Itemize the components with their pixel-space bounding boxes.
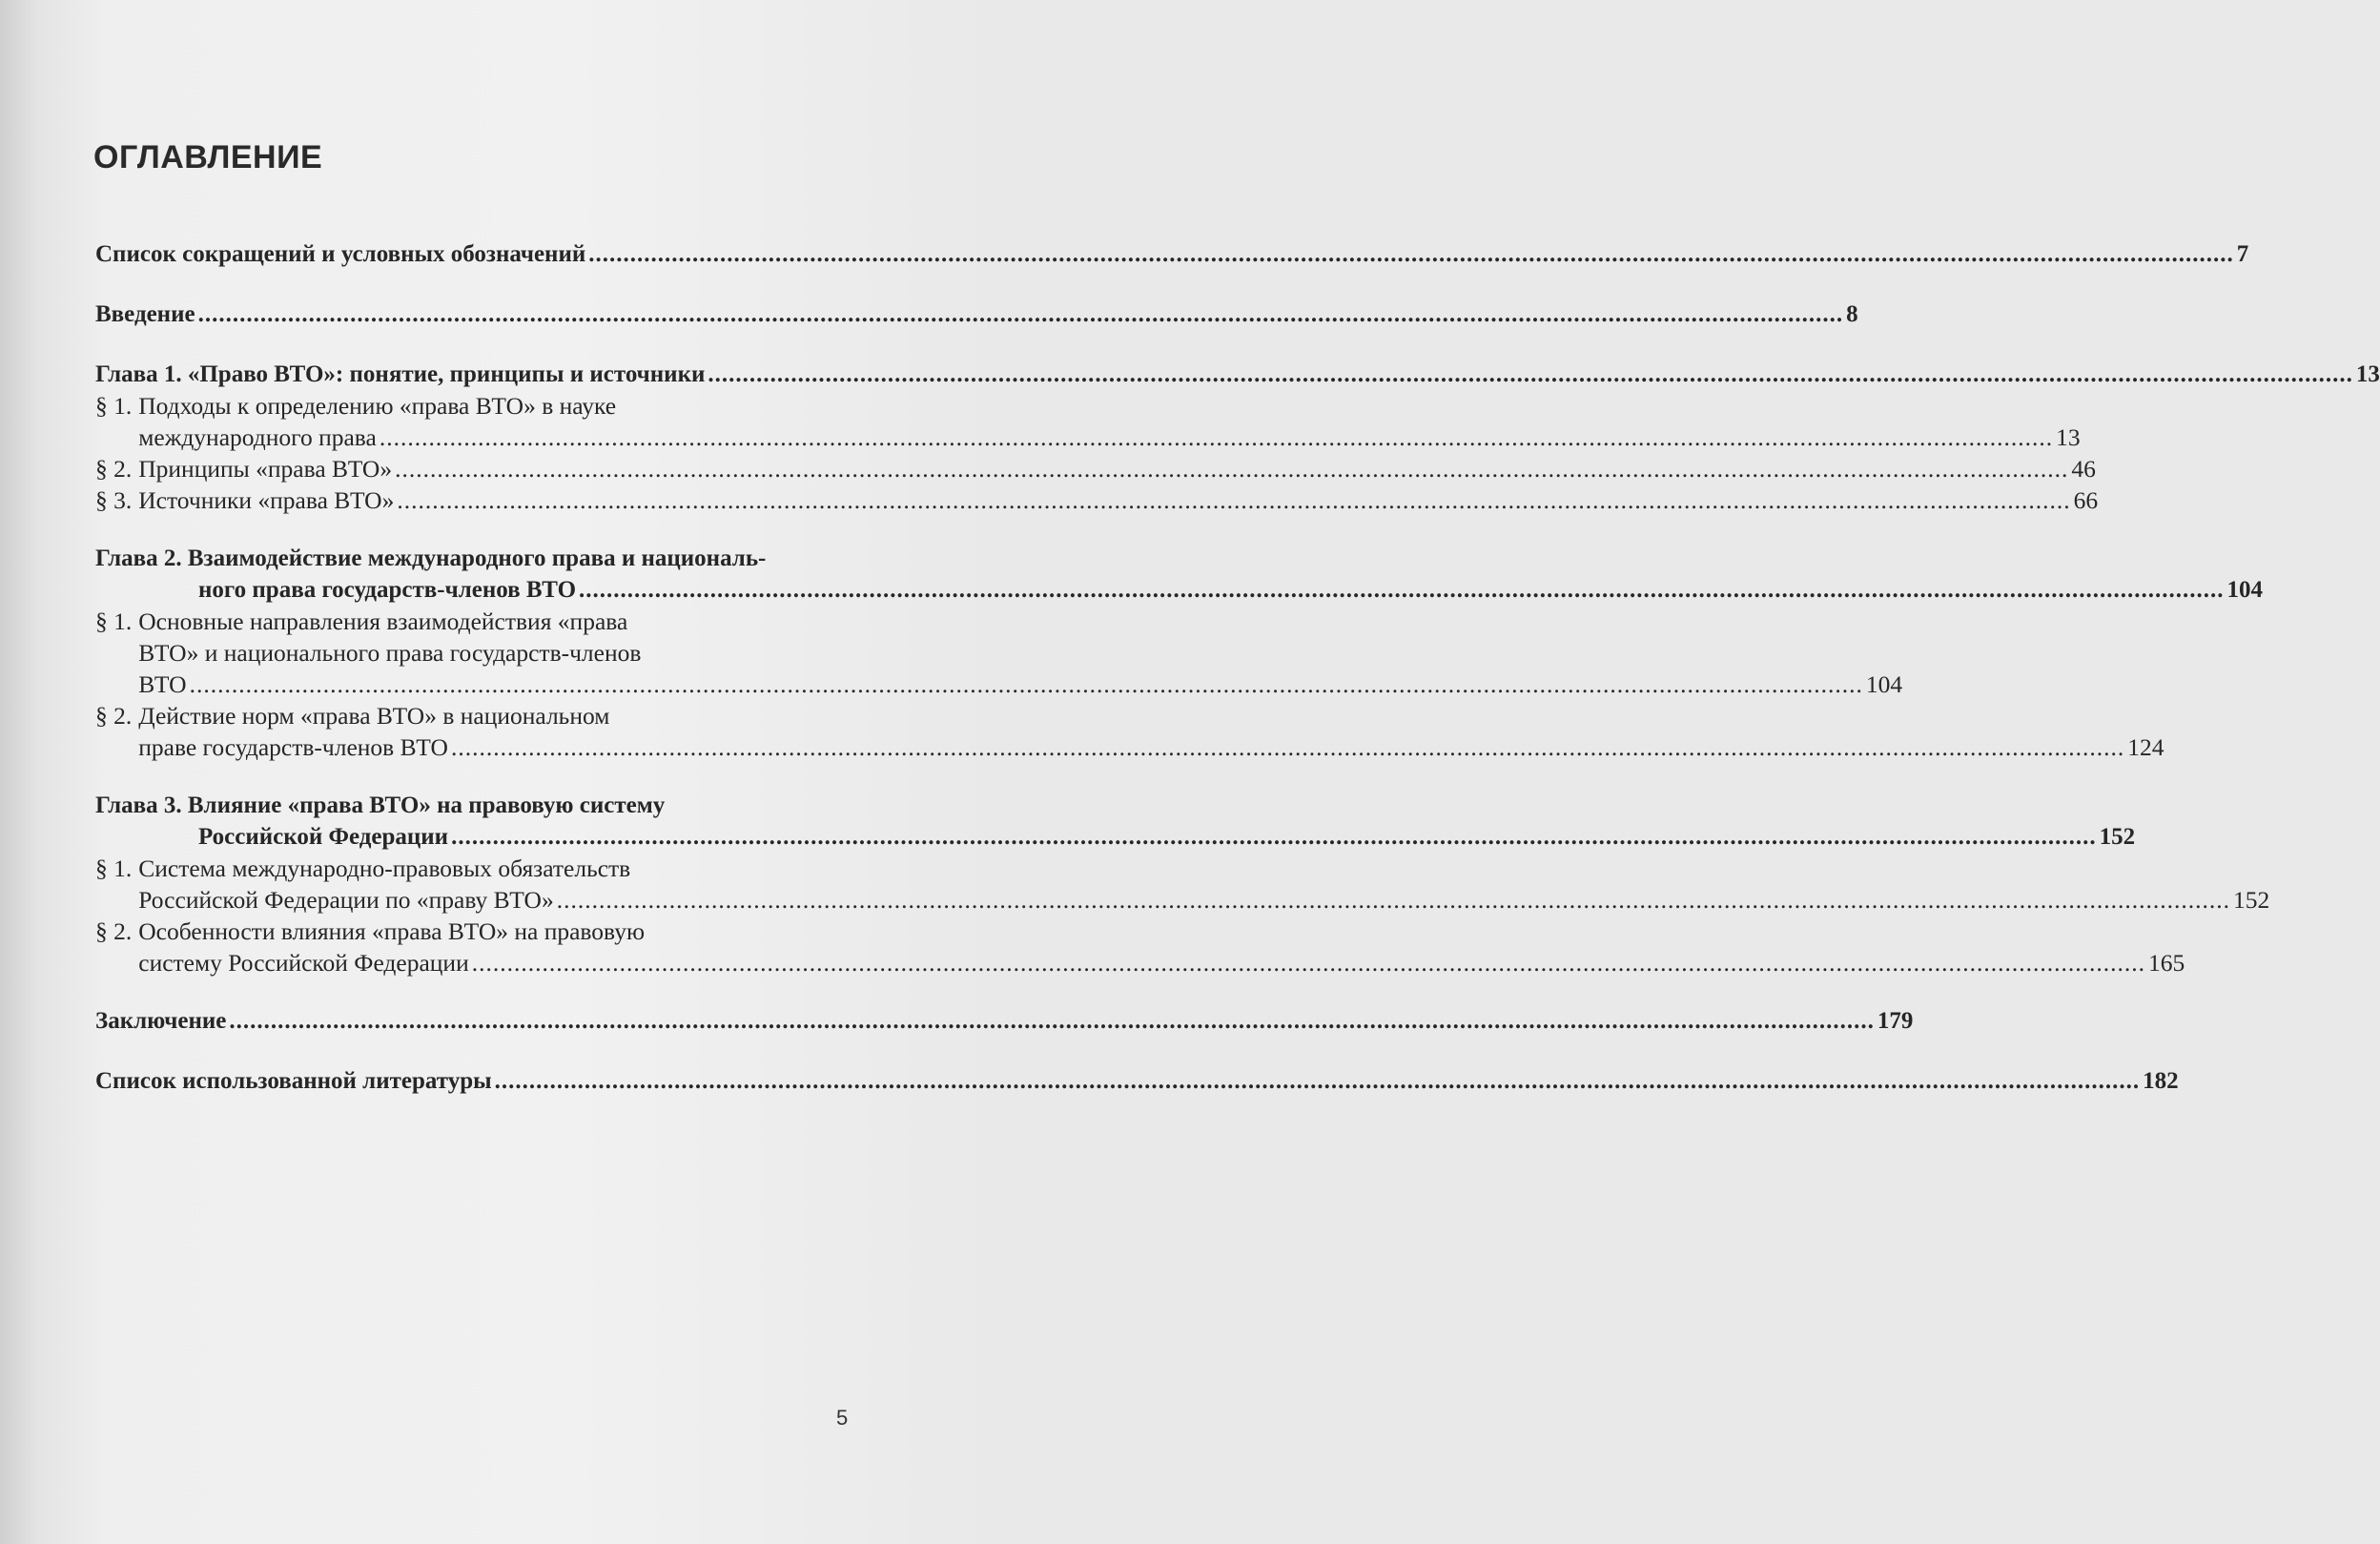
- page-number: 5: [836, 1406, 849, 1430]
- toc-section-3-2[interactable]: § 2. Особенности влияния «права ВТО» на правовую систему Российской Федерации ..... 165: [95, 916, 864, 978]
- toc-chapter-2: [95, 543, 2264, 763]
- dot-leader: [380, 422, 2053, 453]
- entry-label: Глава 1. «Право ВТО»: понятие, принципы и источники: [95, 361, 706, 387]
- toc-section-2-2[interactable]: § 2. Действие норм «права ВТО» в национальном праве государств-членов ВТО ..... 124: [95, 700, 864, 763]
- toc-entry-introduction[interactable]: [95, 299, 1858, 330]
- dot-leader: [198, 299, 1844, 330]
- dot-leader: [451, 821, 2097, 853]
- entry-page: 124: [2127, 733, 2165, 761]
- chapter-2-title[interactable]: Глава 2. Взаимодействие международного права и националь- ного права государств-членов ВТО ..... 104: [95, 543, 864, 606]
- toc-section-1-3[interactable]: § 3. Источники «права ВТО» ..... 66: [95, 484, 864, 516]
- entry-page: 152: [2099, 824, 2136, 850]
- entry-label: Список использованной литературы: [95, 1068, 492, 1094]
- entry-page: 152: [2232, 886, 2270, 914]
- dot-leader: [588, 238, 2234, 270]
- chapter-3-title[interactable]: Глава 3. Влияние «права ВТО» на правовую систему Российской Федерации ..... 152: [95, 790, 864, 853]
- dot-leader: [557, 884, 2230, 916]
- toc-section-3-1[interactable]: § 1. Система международно-правовых обязательств Российской Федерации по «праву ВТО» ..... 152: [95, 853, 864, 916]
- entry-page: 7: [2236, 241, 2249, 267]
- toc-entry-conclusion[interactable]: [95, 1005, 1914, 1037]
- toc-chapter-3: [95, 790, 2270, 978]
- toc-section-2-1[interactable]: § 1. Основные направления взаимодействия «права ВТО» и национального права государств-членов ВТО ..... 104: [95, 606, 864, 700]
- entry-page: 46: [2071, 455, 2096, 483]
- dot-leader: [495, 1065, 2141, 1097]
- dot-leader: [395, 453, 2068, 484]
- entry-label: Заключение: [95, 1008, 227, 1034]
- dot-leader: [451, 731, 2124, 763]
- entry-page: 182: [2143, 1068, 2179, 1094]
- toc-section-1-1[interactable]: § 1. Подходы к определению «права ВТО» в науке международного права ..... 13: [95, 390, 864, 453]
- entry-page: 13: [2056, 423, 2081, 451]
- entry-page: 8: [1846, 301, 1858, 327]
- entry-page: 165: [2147, 949, 2185, 977]
- entry-page: 104: [2226, 577, 2264, 603]
- toc-entry-literature[interactable]: [95, 1065, 2179, 1097]
- entry-label: Список сокращений и условных обозначений: [95, 241, 586, 267]
- page-title: ОГЛАВЛЕНИЕ: [93, 139, 323, 175]
- entry-label: Введение: [95, 301, 195, 327]
- dot-leader: [229, 1005, 1875, 1037]
- table-of-contents: [95, 238, 2380, 1125]
- dot-leader: [579, 574, 2225, 606]
- dot-leader: [472, 947, 2145, 978]
- toc-section-1-2[interactable]: § 2. Принципы «права ВТО» ..... 46: [95, 453, 864, 484]
- dot-leader: [397, 484, 2070, 516]
- chapter-1-title[interactable]: [95, 359, 2380, 390]
- entry-page: 66: [2073, 486, 2099, 514]
- entry-page: 13: [2355, 361, 2380, 387]
- entry-page: 104: [1865, 670, 1903, 698]
- toc-chapter-1: [95, 359, 2380, 516]
- entry-page: 179: [1877, 1008, 1914, 1034]
- dot-leader: [190, 669, 1863, 700]
- dot-leader: [708, 359, 2353, 390]
- toc-entry-abbreviations[interactable]: [95, 238, 2249, 270]
